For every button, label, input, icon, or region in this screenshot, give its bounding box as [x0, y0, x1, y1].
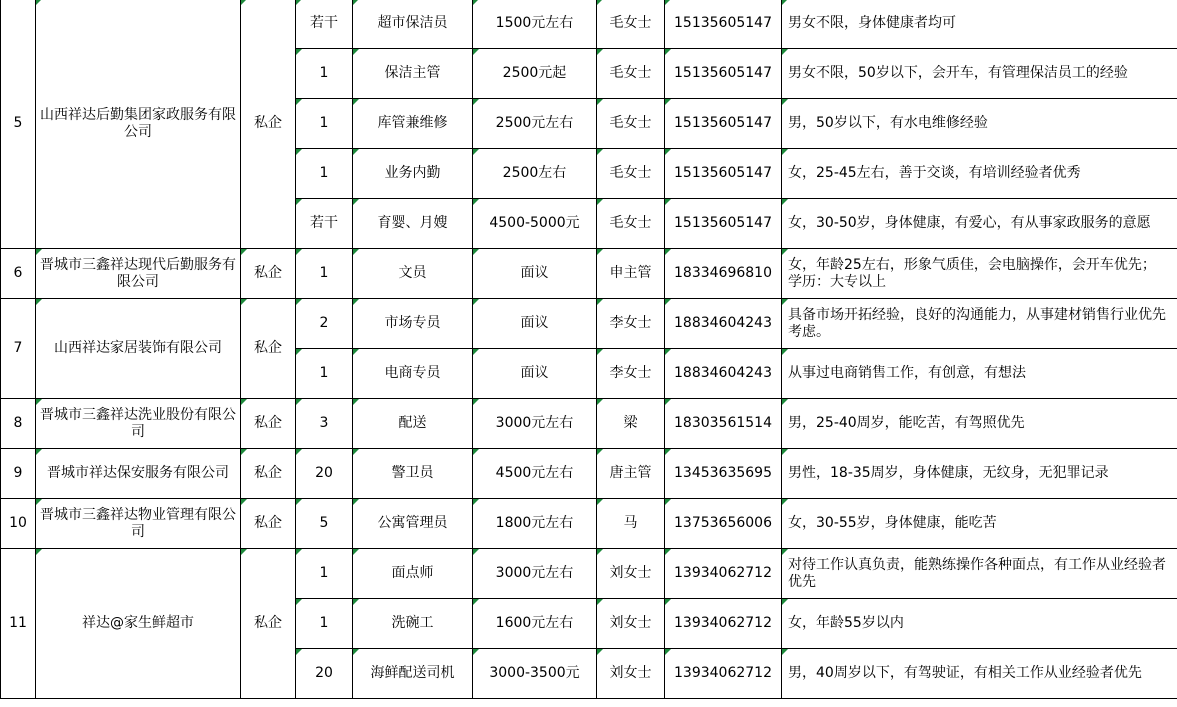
salary: 1800元左右	[473, 499, 597, 549]
contact-phone: 18303561514	[665, 399, 782, 449]
hire-count: 1	[296, 599, 353, 649]
hire-count: 3	[296, 399, 353, 449]
company-type: 私企	[241, 549, 296, 699]
position-name: 文员	[353, 249, 473, 299]
row-number: 10	[1, 499, 36, 549]
requirements: 女，年龄25左右，形象气质佳，会电脑操作，会开车优先； 学历：大专以上	[782, 249, 1177, 299]
requirements: 男女不限，50岁以下，会开车，有管理保洁员工的经验	[782, 49, 1177, 99]
salary: 2500左右	[473, 149, 597, 199]
position-name: 业务内勤	[353, 149, 473, 199]
contact-person: 毛女士	[597, 149, 665, 199]
contact-person: 刘女士	[597, 649, 665, 699]
contact-phone: 18334696810	[665, 249, 782, 299]
requirements: 具备市场开拓经验，良好的沟通能力，从事建材销售行业优先考虑。	[782, 299, 1177, 349]
contact-person: 梁	[597, 399, 665, 449]
contact-phone: 13753656006	[665, 499, 782, 549]
company-name: 祥达@家生鲜超市	[36, 549, 241, 699]
contact-phone: 15135605147	[665, 99, 782, 149]
row-number: 9	[1, 449, 36, 499]
position-name: 超市保洁员	[353, 0, 473, 49]
hire-count: 2	[296, 299, 353, 349]
contact-person: 毛女士	[597, 99, 665, 149]
hire-count: 1	[296, 349, 353, 399]
contact-phone: 15135605147	[665, 199, 782, 249]
contact-person: 毛女士	[597, 0, 665, 49]
hire-count: 1	[296, 549, 353, 599]
company-name: 山西祥达后勤集团家政服务有限公司	[36, 0, 241, 249]
contact-person: 毛女士	[597, 199, 665, 249]
salary: 4500元左右	[473, 449, 597, 499]
requirements: 男，40周岁以下，有驾驶证，有相关工作从业经验者优先	[782, 649, 1177, 699]
contact-person: 毛女士	[597, 49, 665, 99]
requirements: 女，年龄55岁以内	[782, 599, 1177, 649]
requirements: 男，50岁以下，有水电维修经验	[782, 99, 1177, 149]
contact-person: 刘女士	[597, 549, 665, 599]
company-name: 晋城市三鑫祥达现代后勤服务有限公司	[36, 249, 241, 299]
contact-phone: 13934062712	[665, 549, 782, 599]
hire-count: 1	[296, 149, 353, 199]
position-name: 警卫员	[353, 449, 473, 499]
contact-phone: 18834604243	[665, 349, 782, 399]
salary: 3000元左右	[473, 399, 597, 449]
requirements: 从事过电商销售工作，有创意，有想法	[782, 349, 1177, 399]
row-number: 6	[1, 249, 36, 299]
contact-phone: 13453635695	[665, 449, 782, 499]
salary: 1600元左右	[473, 599, 597, 649]
position-name: 保洁主管	[353, 49, 473, 99]
contact-phone: 15135605147	[665, 0, 782, 49]
company-type: 私企	[241, 499, 296, 549]
position-name: 育婴、月嫂	[353, 199, 473, 249]
contact-person: 李女士	[597, 349, 665, 399]
position-name: 电商专员	[353, 349, 473, 399]
table-row	[1, 0, 1177, 49]
position-name: 市场专员	[353, 299, 473, 349]
company-type: 私企	[241, 299, 296, 399]
table-row	[1, 499, 1177, 549]
position-name: 库管兼维修	[353, 99, 473, 149]
row-number: 11	[1, 549, 36, 699]
hire-count: 若干	[296, 0, 353, 49]
position-name: 海鲜配送司机	[353, 649, 473, 699]
position-name: 洗碗工	[353, 599, 473, 649]
company-type: 私企	[241, 449, 296, 499]
table-row	[1, 399, 1177, 449]
salary: 1500元左右	[473, 0, 597, 49]
company-name: 晋城市三鑫祥达物业管理有限公司	[36, 499, 241, 549]
salary: 面议	[473, 299, 597, 349]
contact-person: 刘女士	[597, 599, 665, 649]
contact-phone: 15135605147	[665, 49, 782, 99]
requirements: 男，25-40周岁，能吃苦，有驾照优先	[782, 399, 1177, 449]
contact-phone: 13934062712	[665, 599, 782, 649]
hire-count: 1	[296, 249, 353, 299]
hire-count: 1	[296, 99, 353, 149]
company-type: 私企	[241, 0, 296, 249]
table-row	[1, 549, 1177, 599]
hire-count: 若干	[296, 199, 353, 249]
contact-person: 申主管	[597, 249, 665, 299]
requirements: 男性，18-35周岁，身体健康，无纹身，无犯罪记录	[782, 449, 1177, 499]
requirements: 对待工作认真负责，能熟练操作各种面点，有工作从业经验者优先	[782, 549, 1177, 599]
salary: 2500元左右	[473, 99, 597, 149]
contact-phone: 15135605147	[665, 149, 782, 199]
requirements: 女，25-45左右，善于交谈，有培训经验者优秀	[782, 149, 1177, 199]
requirements: 女，30-55岁，身体健康，能吃苦	[782, 499, 1177, 549]
table-row	[1, 299, 1177, 349]
requirements: 女，30-50岁，身体健康，有爱心，有从事家政服务的意愿	[782, 199, 1177, 249]
position-name: 面点师	[353, 549, 473, 599]
contact-phone: 13934062712	[665, 649, 782, 699]
salary: 3000元左右	[473, 549, 597, 599]
salary: 3000-3500元	[473, 649, 597, 699]
row-number: 7	[1, 299, 36, 399]
salary: 面议	[473, 349, 597, 399]
hire-count: 5	[296, 499, 353, 549]
contact-person: 马	[597, 499, 665, 549]
row-number: 5	[1, 0, 36, 249]
company-name: 山西祥达家居装饰有限公司	[36, 299, 241, 399]
hire-count: 1	[296, 49, 353, 99]
salary: 面议	[473, 249, 597, 299]
salary: 4500-5000元	[473, 199, 597, 249]
contact-person: 唐主管	[597, 449, 665, 499]
company-type: 私企	[241, 399, 296, 449]
company-name: 晋城市祥达保安服务有限公司	[36, 449, 241, 499]
position-name: 配送	[353, 399, 473, 449]
job-table-body	[1, 0, 1177, 699]
requirements: 男女不限，身体健康者均可	[782, 0, 1177, 49]
salary: 2500元起	[473, 49, 597, 99]
contact-person: 李女士	[597, 299, 665, 349]
position-name: 公寓管理员	[353, 499, 473, 549]
table-row	[1, 449, 1177, 499]
company-name: 晋城市三鑫祥达洗业股份有限公司	[36, 399, 241, 449]
hire-count: 20	[296, 649, 353, 699]
row-number: 8	[1, 399, 36, 449]
company-type: 私企	[241, 249, 296, 299]
contact-phone: 18834604243	[665, 299, 782, 349]
table-row	[1, 249, 1177, 299]
hire-count: 20	[296, 449, 353, 499]
